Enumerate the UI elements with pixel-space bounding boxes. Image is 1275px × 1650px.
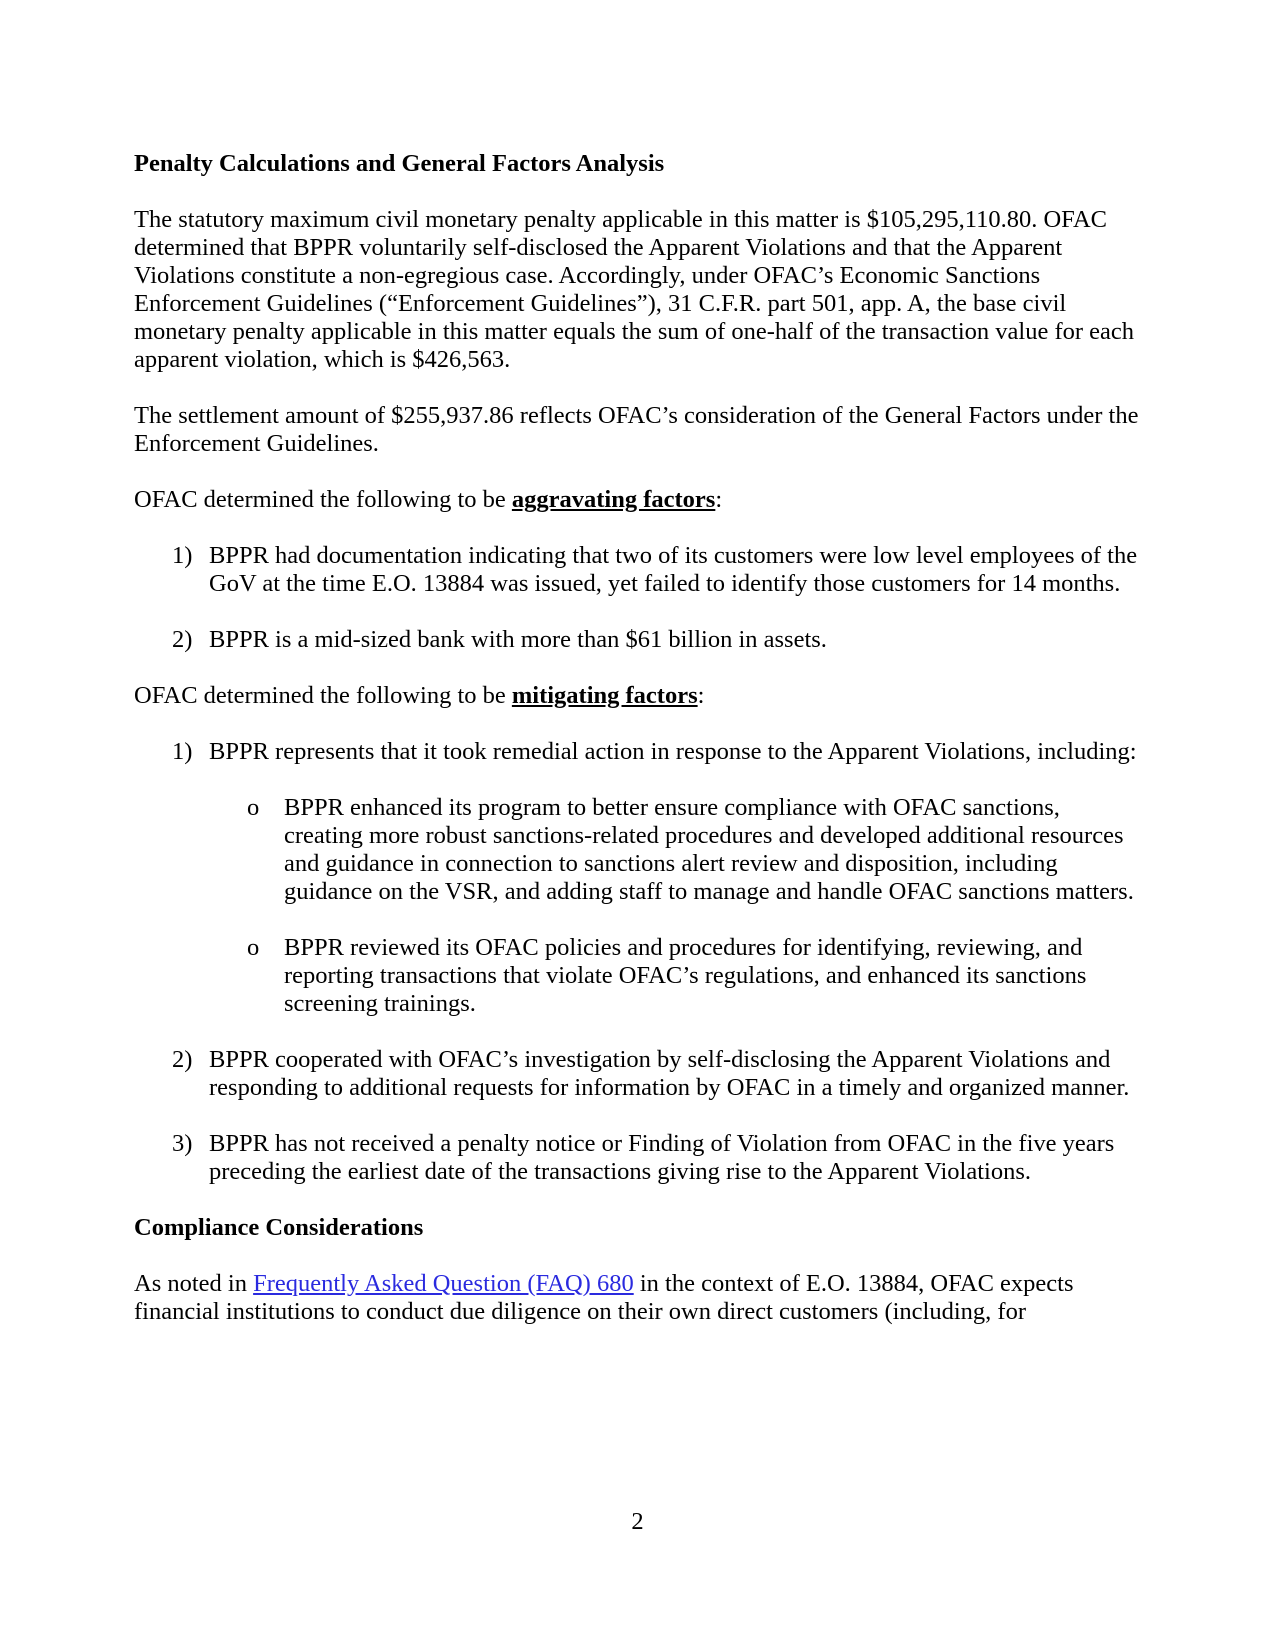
list-item (134, 1046, 1144, 1102)
remedial-actions-sublist (209, 794, 1144, 1018)
mitigating-intro (134, 682, 1144, 710)
bullet-marker: o (247, 794, 260, 821)
paragraph-statutory-maximum: The statutory maximum civil monetary penalty applicable in this matter is $105,295,110.80. OFAC determined that BPPR voluntarily self-disclosed the Apparent Violations and that the Apparent Violations constitute a non-egregious case. Accordingly, under OFAC’s Economic Sanctions Enforcement Guidelines (“Enforcement Guidelines”), 31 C.F.R. part 501, app. A, the base civil monetary penalty applicable in this matter equals the sum of one-half of the transaction value for each apparent violation, which is $426,563. (134, 206, 1135, 373)
list-item-text: BPPR is a mid-sized bank with more than $61 billion in assets. (209, 626, 827, 653)
mitigating-intro-suffix: : (697, 682, 705, 709)
mitigating-factors-list (134, 738, 1144, 1186)
list-item (134, 542, 1144, 598)
aggravating-intro-prefix: OFAC determined the following to be (134, 486, 512, 513)
aggravating-intro (134, 486, 1144, 514)
section-heading-compliance: Compliance Considerations (134, 1214, 424, 1241)
list-number: 3) (172, 1130, 193, 1157)
list-item-text: BPPR represents that it took remedial action in response to the Apparent Violations, including: (209, 738, 1137, 765)
page-number: 2 (631, 1508, 644, 1535)
list-item-text: BPPR had documentation indicating that two of its customers were low level employees of the GoV at the time E.O. 13884 was issued, yet failed to identify those customers for 14 months. (209, 542, 1138, 597)
sub-list-item (209, 794, 1144, 906)
mitigating-intro-prefix: OFAC determined the following to be (134, 682, 512, 709)
section-heading-penalty: Penalty Calculations and General Factors Analysis (134, 150, 665, 177)
list-number: 2) (172, 1046, 193, 1073)
paragraph-settlement-amount: The settlement amount of $255,937.86 reflects OFAC’s consideration of the General Factors under the Enforcement Guidelines. (134, 402, 1139, 457)
faq-para-prefix: As noted in (134, 1270, 254, 1297)
list-number: 1) (172, 542, 193, 569)
bullet-marker: o (247, 934, 260, 961)
list-number: 2) (172, 626, 193, 653)
mitigating-factors-label: mitigating factors (511, 682, 698, 709)
faq-680-link[interactable]: Frequently Asked Question (FAQ) 680 (253, 1270, 634, 1297)
list-number: 1) (172, 738, 193, 765)
aggravating-intro-suffix: : (715, 486, 723, 513)
page-content (134, 150, 1144, 1354)
list-item-text: BPPR cooperated with OFAC’s investigation by self-disclosing the Apparent Violations and responding to additional requests for information by OFAC in a timely and organized manner. (209, 1046, 1130, 1101)
list-item (134, 626, 1144, 654)
sub-list-item (209, 934, 1144, 1018)
faq-para-suffix: in the context of E.O. 13884, OFAC expects financial institutions to conduct due diligence on their own direct customers (including, for (134, 1270, 1074, 1325)
aggravating-factors-list (134, 542, 1144, 654)
aggravating-factors-label: aggravating factors (511, 486, 716, 513)
paragraph-faq-reference (134, 1270, 1144, 1326)
list-item (134, 738, 1144, 1018)
list-item (134, 1130, 1144, 1186)
sub-list-item-text: BPPR reviewed its OFAC policies and procedures for identifying, reviewing, and reporting transactions that violate OFAC’s regulations, and enhanced its sanctions screening trainings. (284, 934, 1087, 1017)
sub-list-item-text: BPPR enhanced its program to better ensure compliance with OFAC sanctions, creating more robust sanctions-related procedures and developed additional resources and guidance in connection to sanctions alert review and disposition, including guidance on the VSR, and adding staff to manage and handle OFAC sanctions matters. (284, 794, 1134, 905)
list-item-text: BPPR has not received a penalty notice or Finding of Violation from OFAC in the five years preceding the earliest date of the transactions giving rise to the Apparent Violations. (209, 1130, 1115, 1185)
